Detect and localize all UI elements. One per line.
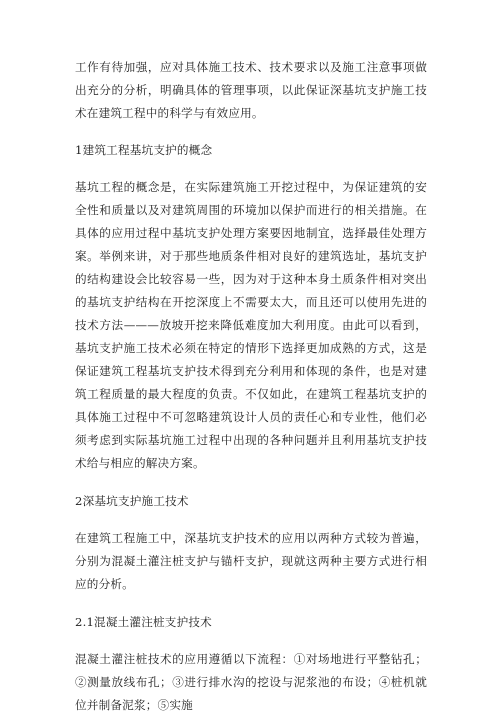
spacer	[75, 162, 427, 176]
section-1-heading: 1建筑工程基坑支护的概念	[75, 143, 213, 157]
spacer	[75, 634, 427, 648]
section-2-1-paragraph: 混凝土灌注桩技术的应用遵循以下流程：①对场地进行平整钻孔；②测量放线布孔；③进行排水沟的挖设与泥浆池的布设；④桩机就位并制备泥浆；⑤实施	[75, 652, 427, 712]
section-2-1-heading: 2.1混凝土灌注桩支护技术	[75, 615, 212, 629]
intro-paragraph: 工作有待加强，应对具体施工技术、技术要求以及施工注意事项做出充分的分析，明确具体的管理事项，以此保证深基坑支护施工技术在建筑工程中的科学与有效应用。	[75, 60, 427, 120]
section-2-paragraph: 在建筑工程施工中，深基坑支护技术的应用以两种方式较为普遍，分别为混凝土灌注桩支护与锚杆支护，现就这两种主要方式进行相应的分析。	[75, 531, 427, 591]
section-1-paragraph: 基坑工程的概念是，在实际建筑施工开挖过程中，为保证建筑的安全性和质量以及对建筑周围的环境加以保护而进行的相关措施。在具体的应用过程中基坑支护处理方案要因地制宜，选择最佳处理方案。举例来讲，对于那些地质条件相对良好的建筑选址，基坑支护的结构建设会比较容易一些，因为对于这种本身土质条件相对突出的基坑支护结构在开挖深度上不需要太大，而且还可以使用先进的技术方法———放坡开挖来降低难度加大利用度。由此可以看到，基坑支护施工技术必须在特定的情形下选择更加成熟的方式，这是保证建筑工程基坑支护技术得到充分利用和体现的条件，也是对建筑工程质量的最大程度的负责。不仅如此，在建筑工程基坑支护的具体施工过程中不可忽略建筑设计人员的责任心和专业性，他们必须考虑到实际基坑施工过程中出现的各种问题并且利用基坑支护技术给与相应的解决方案。	[75, 180, 427, 470]
section-2-heading: 2深基坑支护施工技术	[75, 494, 189, 508]
document-body	[75, 56, 427, 717]
spacer	[75, 513, 427, 527]
spacer	[75, 125, 427, 139]
spacer	[75, 475, 427, 490]
spacer	[75, 596, 427, 611]
